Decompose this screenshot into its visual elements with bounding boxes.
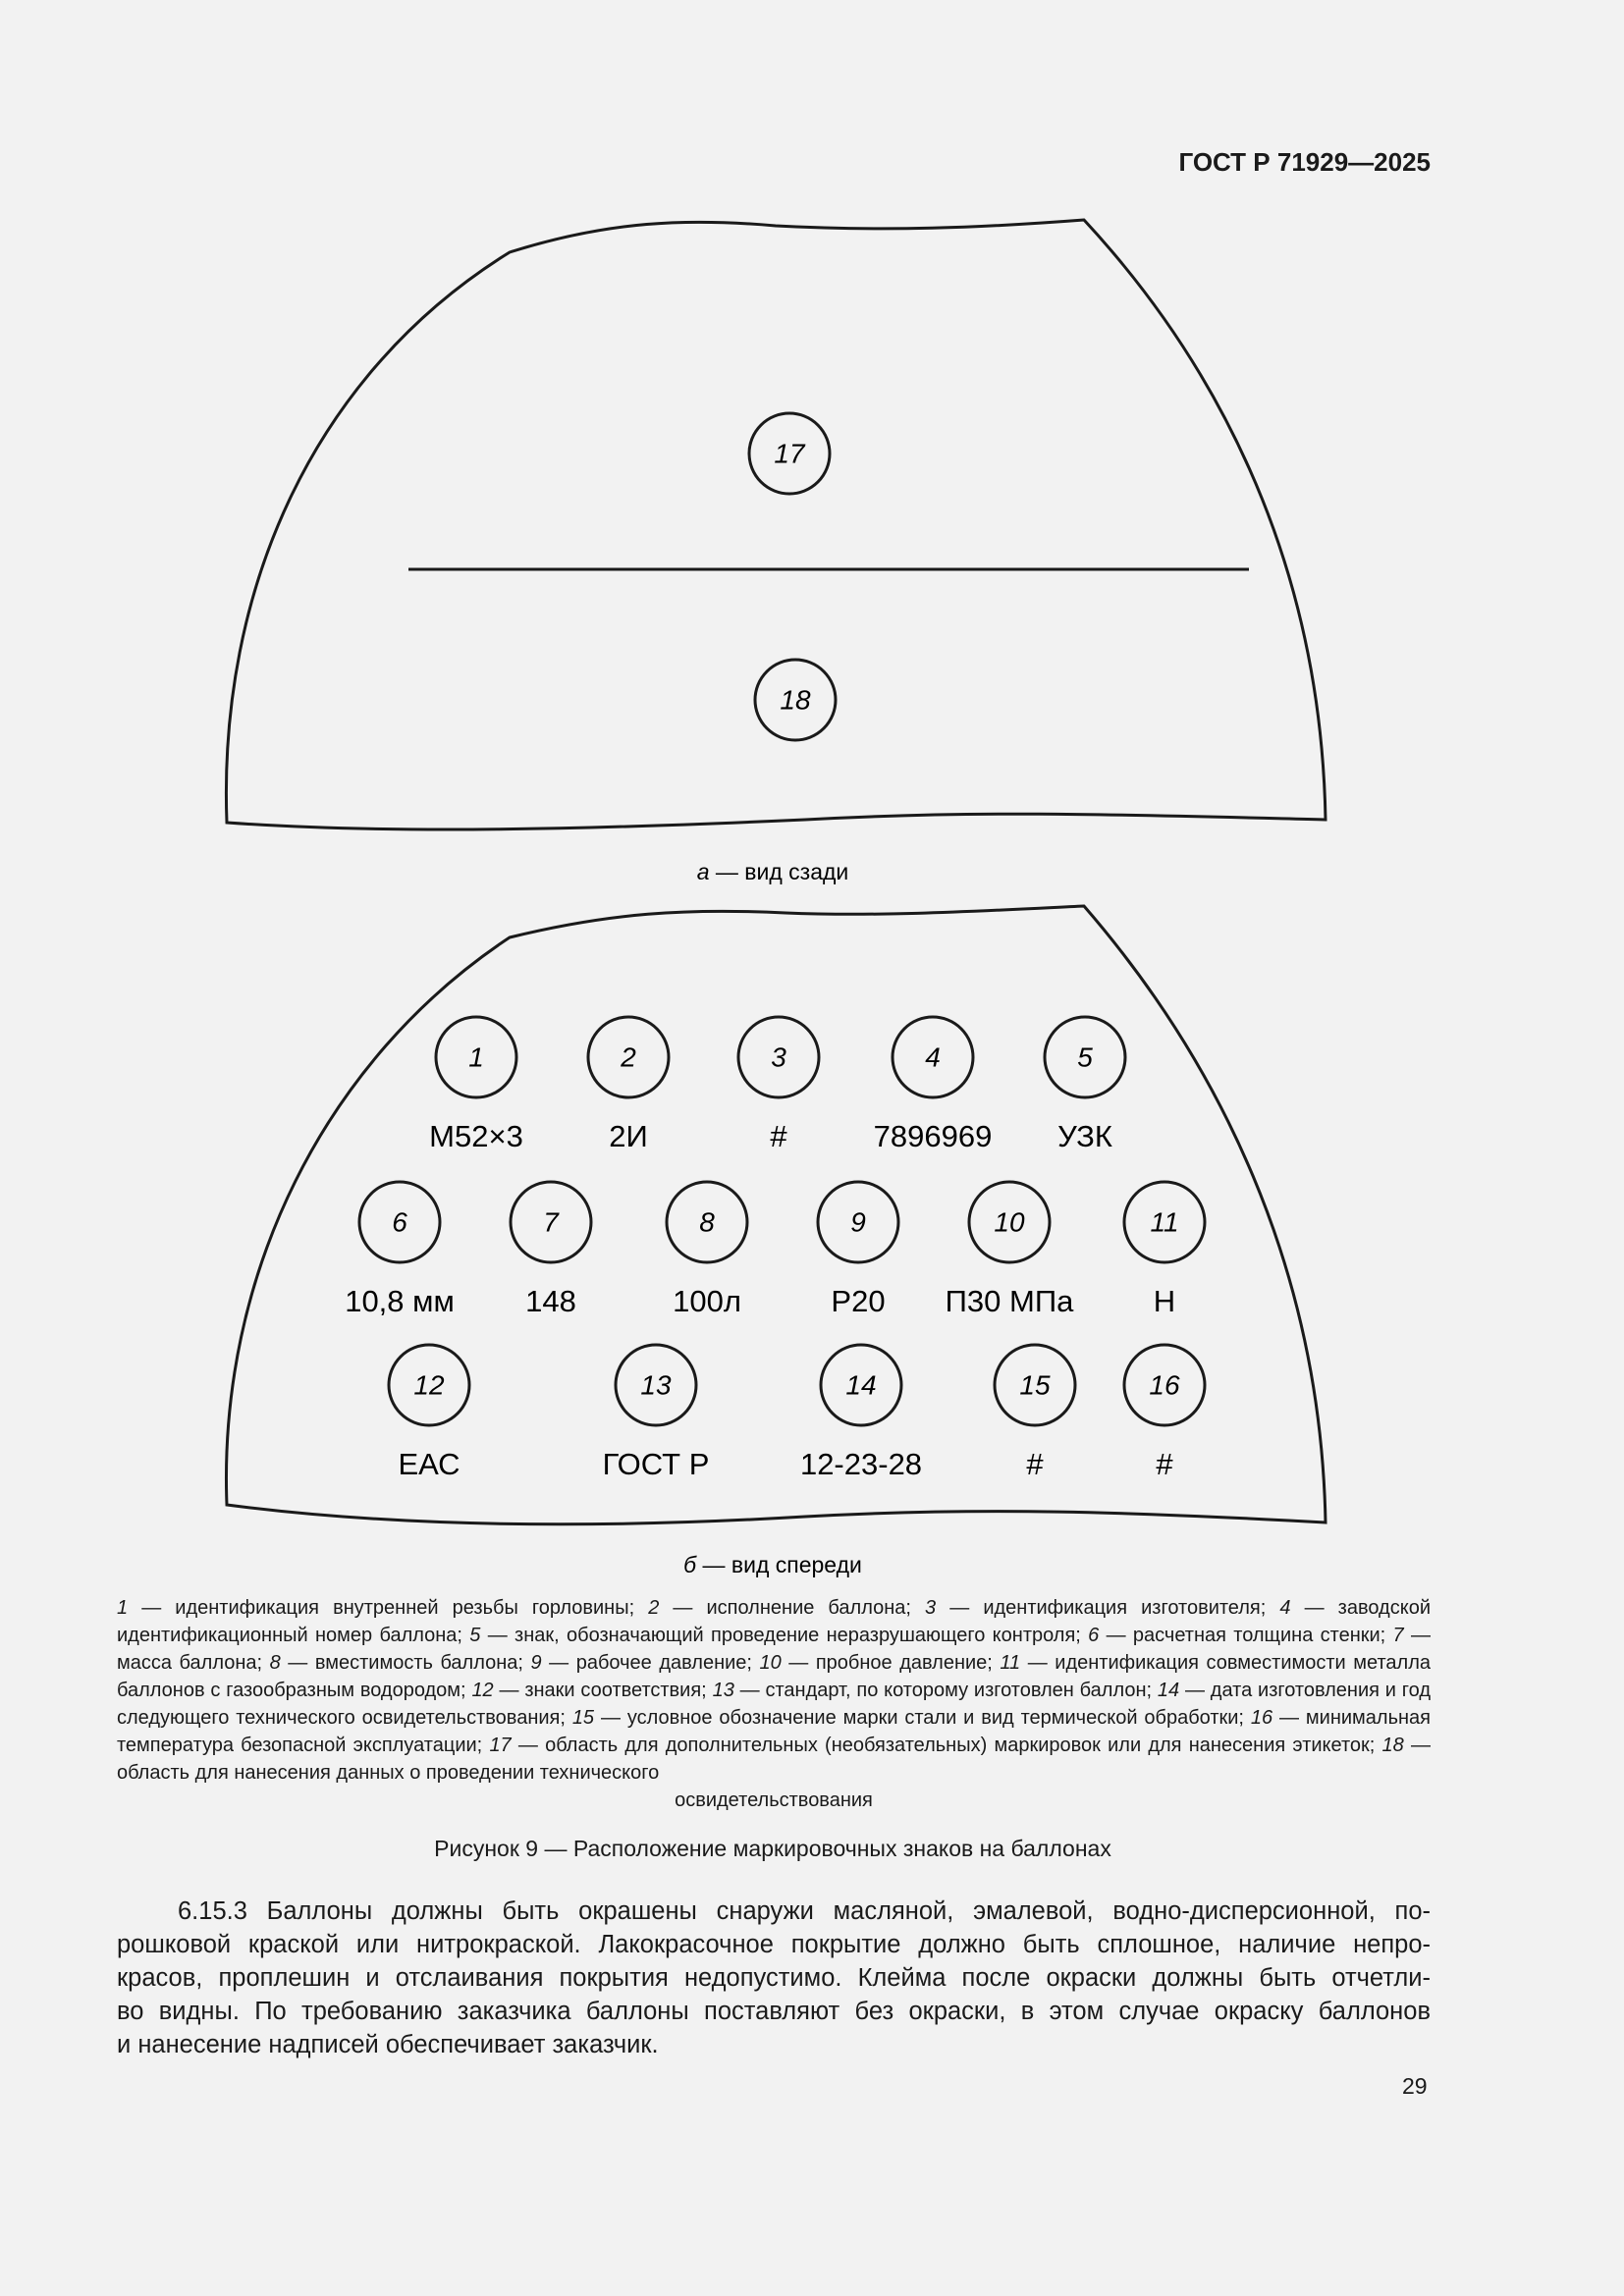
marker-number-18: 18 [780,684,811,716]
legend-number: 7 [1392,1625,1404,1646]
marker-number-1: 1 [468,1041,484,1073]
marker-number-13: 13 [640,1369,672,1401]
marker-label-8: 100л [673,1284,741,1318]
legend-description: — условное обозначение марки стали и вид термической обработки; [594,1707,1251,1729]
marker-number-12: 12 [413,1369,445,1401]
legend-description: — стандарт, по которому изготовлен баллон; [733,1680,1158,1701]
legend-description: — идентификация изготовителя; [936,1597,1280,1619]
marker-number-7: 7 [543,1206,559,1238]
marker-label-10: П30 МПа [945,1284,1074,1318]
marker-number-15: 15 [1019,1369,1051,1401]
body-line: красов, проплешин и отслаивания покрытия недопустимо. Клейма после окраски должны быть отчетли- [117,1964,1431,1992]
caption-view-b [683,1552,862,1577]
marker-number-4: 4 [925,1041,941,1073]
legend-description: — пробное давление; [781,1652,1001,1674]
marker-label-2: 2И [609,1119,648,1153]
marker-number-6: 6 [392,1206,407,1238]
legend-description: — рабочее давление; [541,1652,760,1674]
caption-text: — вид спереди [696,1552,862,1577]
marks-group [345,1017,1205,1481]
legend-number: 14 [1157,1680,1180,1701]
legend-description: — масса баллона; [117,1625,1431,1674]
legend-number: 10 [759,1652,782,1674]
legend-number: 18 [1381,1735,1404,1756]
body-line: 6.15.3 Баллоны должны быть окрашены снаружи масляной, эмалевой, водно-дисперсионной, по- [178,1897,1431,1925]
legend-description: — область для нанесения данных о проведении технического [117,1735,1431,1784]
cylinder-outline-back [226,220,1326,829]
marker-number-16: 16 [1149,1369,1180,1401]
body-paragraph [117,1895,1431,2061]
legend-number: 2 [648,1597,660,1619]
marker-label-13: ГОСТ Р [602,1447,710,1481]
marker-label-16: # [1156,1447,1173,1481]
marker-label-4: 7896969 [873,1119,993,1153]
legend-description: — знаки соответствия; [493,1680,713,1701]
legend-description: — дата изготовления и год следующего технического освидетельствования; [117,1680,1432,1729]
legend-number: 16 [1250,1707,1273,1729]
body-line: и нанесение надписей обеспечивает заказчик. [117,2031,659,2058]
marker-number-11: 11 [1150,1206,1179,1238]
legend-number: 6 [1088,1625,1100,1646]
marker-label-1: М52×3 [429,1119,523,1153]
legend-number: 11 [1000,1652,1021,1674]
legend-number: 15 [571,1707,595,1729]
marker-number-8: 8 [699,1206,715,1238]
caption-letter: б [683,1552,697,1577]
marker-label-6: 10,8 мм [345,1284,455,1318]
marker-label-5: УЗК [1057,1119,1112,1153]
body-line: во видны. По требованию заказчика баллоны поставляют без окраски, в этом случае окраску баллонов [117,1998,1431,2025]
marker-number-2: 2 [621,1041,636,1073]
figure-title: Рисунок 9 — Расположение маркировочных знаков на баллонах [434,1836,1111,1861]
caption-text: — вид сзади [709,859,849,884]
legend-number: 3 [925,1597,937,1619]
marker-number-17: 17 [774,438,805,469]
legend-number: 17 [489,1735,512,1756]
legend-last-line: освидетельствования [675,1789,873,1811]
marker-label-12: ЕАС [398,1447,460,1481]
legend-text [117,1594,1431,1787]
legend-number: 1 [117,1597,129,1619]
legend-description: — идентификация совместимости металла баллонов с газообразным водородом; [117,1652,1431,1701]
marker-number-3: 3 [771,1041,786,1073]
legend-number: 4 [1279,1597,1291,1619]
legend-description: — минимальная температура безопасной эксплуатации; [117,1707,1431,1756]
legend-number: 5 [469,1625,481,1646]
view-a-back [226,220,1326,829]
marker-label-3: # [770,1119,787,1153]
legend-number: 8 [269,1652,281,1674]
body-line: рошковой краской или нитрокраской. Лакокрасочное покрытие должно быть сплошное, наличие непро- [117,1931,1431,1958]
legend-description: — заводской идентификационный номер баллона; [117,1597,1431,1646]
legend-number: 9 [530,1652,542,1674]
marker-label-7: 148 [525,1284,576,1318]
marker-label-14: 12-23-28 [799,1447,923,1481]
legend-description: — вместимость баллона; [280,1652,531,1674]
page-number: 29 [1402,2073,1428,2099]
legend-number: 13 [712,1680,734,1701]
legend-number: 12 [471,1680,494,1701]
marker-number-9: 9 [850,1206,866,1238]
legend-description: — знак, обозначающий проведение неразрушающего контроля; [480,1625,1089,1646]
marker-label-11: Н [1153,1284,1176,1318]
legend-description: — область для дополнительных (необязательных) маркировок или для нанесения этикеток; [511,1735,1382,1756]
marker-label-15: # [1026,1447,1044,1481]
legend-description: — расчетная толщина стенки; [1099,1625,1393,1646]
figure-legend [117,1594,1431,1814]
marker-label-9: Р20 [831,1284,886,1318]
document-header-id: ГОСТ Р 71929—2025 [1178,147,1431,177]
caption-letter: а [696,859,710,884]
caption-view-a [697,859,849,884]
legend-description: — идентификация внутренней резьбы горловины; [128,1597,649,1619]
marker-number-5: 5 [1077,1041,1093,1073]
marker-number-10: 10 [994,1206,1025,1238]
marker-number-14: 14 [845,1369,877,1401]
legend-description: — исполнение баллона; [659,1597,926,1619]
